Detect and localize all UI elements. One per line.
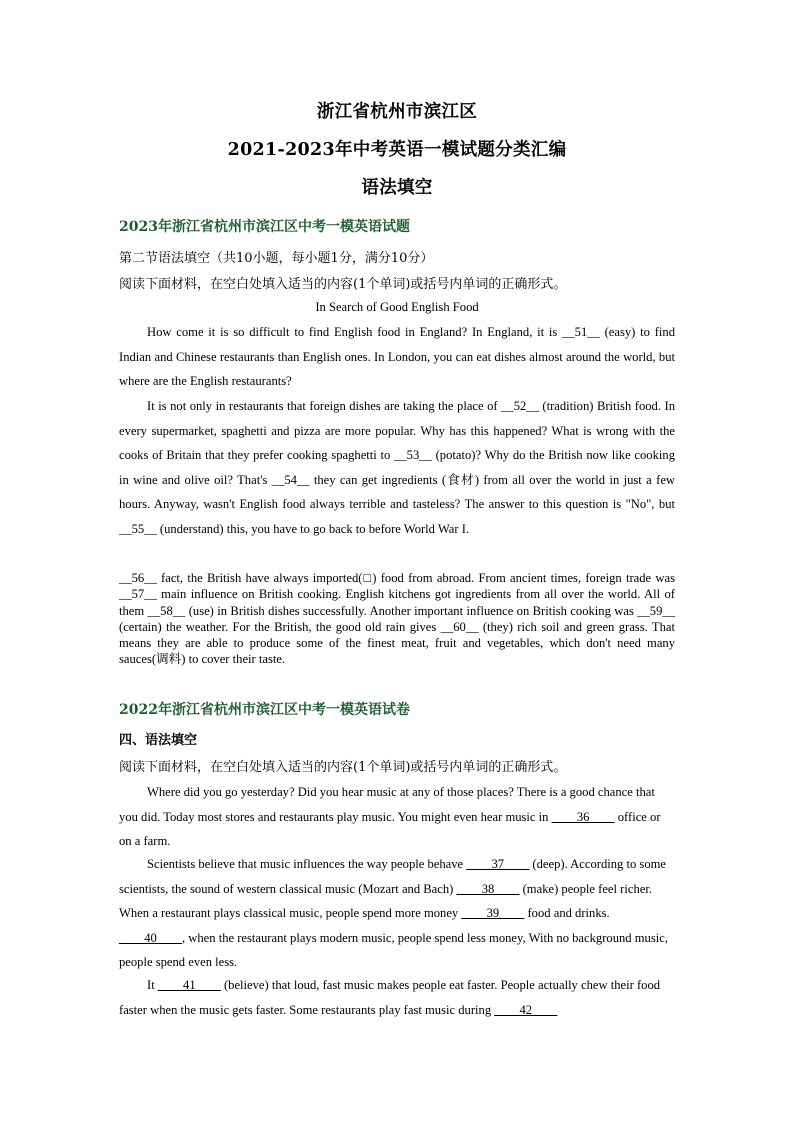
paragraph-2023-1: How come it is so difficult to find English food in England? In England, it is __51__ (easy) to find Indian and Chinese restaurants than English ones. In London, you can eat dishes almost around the world, but where are the English restaurants? — [119, 325, 675, 388]
blank-40: ____40____ — [119, 930, 182, 945]
blank-39: ____39____ — [461, 906, 525, 920]
blank-37: ____37____ — [466, 857, 530, 871]
doc-title-region: 浙江省杭州市滨江区 — [316, 102, 478, 122]
instruction-2022: 阅读下面材料，在空白处填入适当的内容(1个单词)或括号内单词的正确形式。 — [119, 760, 567, 775]
paragraph-2022-3: It ____41____ (believe) that loud, fast music makes people eat faster. People actually chew their food faster when the music gets faster. Some restaurants play fast music during ____42____ — [119, 978, 661, 1017]
blank-36: ____36____ — [551, 809, 615, 824]
paragraph-2022-2: Scientists believe that music influences the way people behave ____37____ (deep). According to some scientists, the sound of western classical music (Mozart and Bach) ____38____ (make) people feel richer. When a restaurant plays classical music, people spend more money ____39____ food and drinks. ____40____, when the restaurant plays modern music, people spend less money, With no background music, people spend even less. — [119, 857, 668, 969]
passage-title-2023: In Search of Good English Food — [315, 300, 479, 314]
doc-title-topic: 语法填空 — [361, 178, 433, 198]
blank-41: ____41____ — [157, 978, 221, 992]
section-heading-2023: 2023年浙江省杭州市滨江区中考一模英语试题 — [119, 219, 410, 235]
doc-title-years: 2021-2023年中考英语一模试题分类汇编 — [227, 140, 567, 160]
blank-38: ____38____ — [456, 881, 520, 896]
blank-42: ____42____ — [494, 1002, 558, 1017]
paragraph-2023-2: It is not only in restaurants that foreign dishes are taking the place of __52__ (tradition) British food. In every supermarket, spaghetti and pizza are more popular. Why has this happened? What is wrong with the cooks of Britain that they prefer cooking spaghetti to __53__ (potato)? Why do the British now like cooking in wine and olive oil? That's __54__ they can get ingredients (食材) from all over the world in just a few hours. Anyway, wasn't English food always terrible and tasteless? The answer to this question is "No", but __55__ (understand) this, you have to go back to before World War I. — [119, 399, 675, 536]
paragraph-2023-3: __56__ fact, the British have always imported(□) food from abroad. From ancient times, foreign trade was __57__ main influence on British cooking. English kitchens got ingredients from all over the world. All of them __58__ (use) in British dishes successfully. Another important influence on British cooking was __59__ (certain) the weather. For the British, the good old rain gives __60__ (they) rich soil and green grass. That means they are able to produce some of the finest meat, fruit and vegetables, which don't need many sauces(调料) to cover their taste. — [119, 571, 675, 667]
paragraph-2022-1: Where did you go yesterday? Did you hear music at any of those places? There is a good chance that you did. Today most stores and restaurants play music. You might even hear music in ____36____ office or on a farm. — [119, 785, 661, 848]
section-label-2022: 四、语法填空 — [119, 733, 198, 748]
section-heading-2022: 2022年浙江省杭州市滨江区中考一模英语试卷 — [119, 702, 410, 718]
section-label-2023: 第二节语法填空（共10小题，每小题1分，满分10分） — [119, 251, 434, 266]
instruction-2023: 阅读下面材料，在空白处填入适当的内容(1个单词)或括号内单词的正确形式。 — [119, 277, 567, 292]
